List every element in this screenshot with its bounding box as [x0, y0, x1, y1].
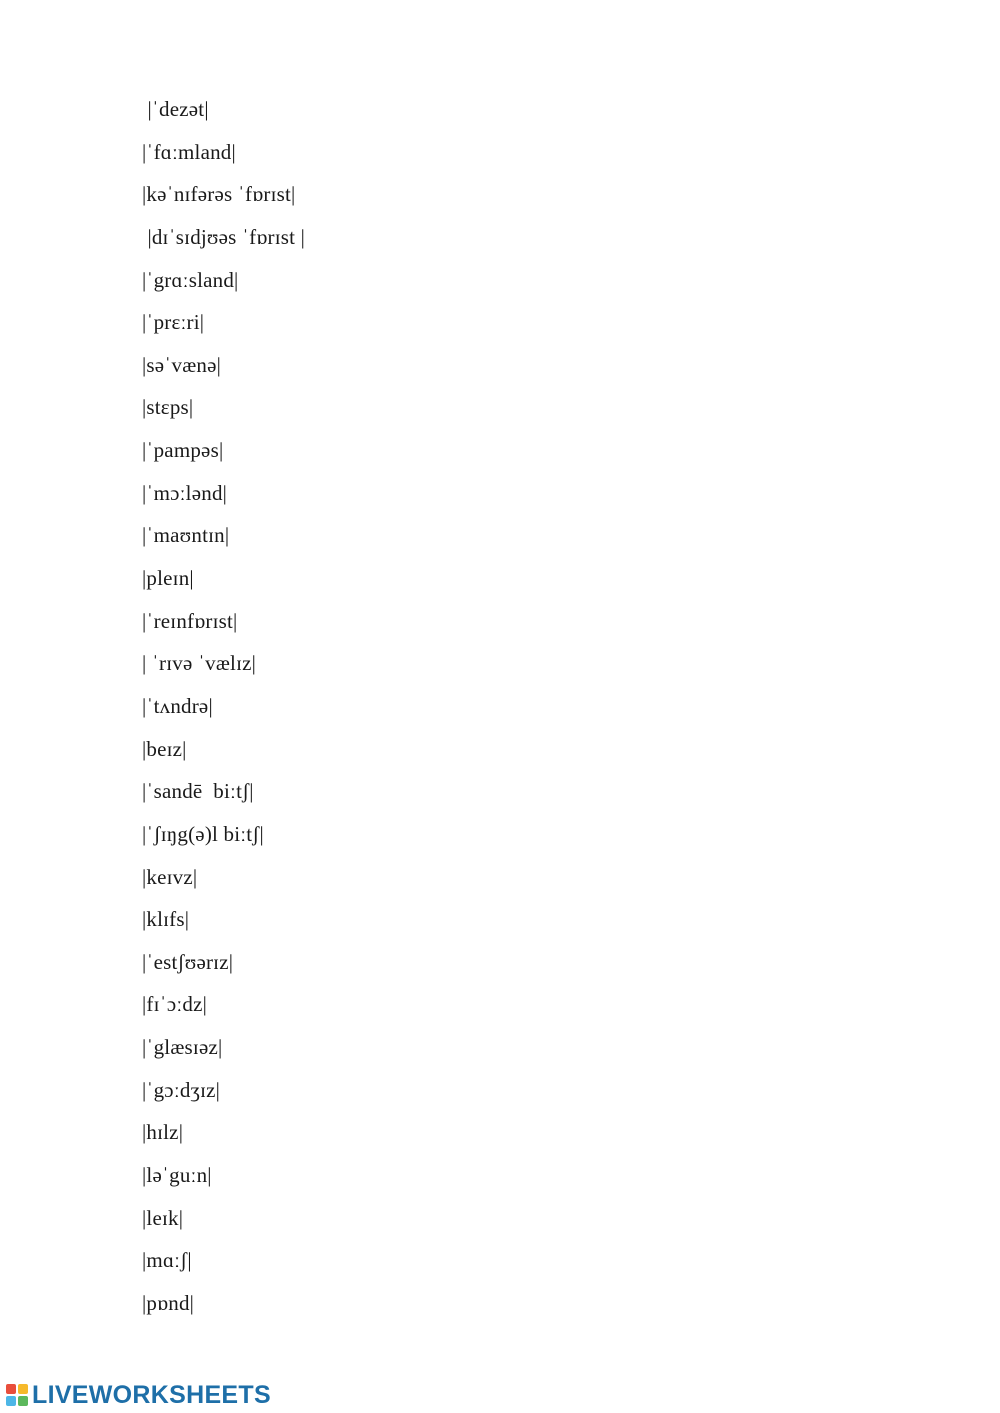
phonetic-word: |ˈestʃʊərɪz| — [142, 949, 234, 974]
phonetic-word: |kəˈnɪfərəs ˈfɒrɪst| — [142, 182, 296, 207]
phonetic-word-list — [142, 92, 305, 1329]
phonetic-word: |ˈgɔːdʒɪz| — [142, 1077, 221, 1102]
phonetic-word: |pleɪn| — [142, 566, 194, 591]
phonetic-word: |səˈvænə| — [142, 352, 222, 377]
phonetic-word: |ˈprɛːri| — [142, 310, 205, 335]
phonetic-word: |ˈpampəs| — [142, 438, 224, 463]
phonetic-word: |mɑːʃ| — [142, 1248, 192, 1273]
phonetic-word: |ˈglæsɪəz| — [142, 1035, 223, 1060]
liveworksheets-logo[interactable] — [6, 1380, 271, 1410]
phonetic-word: |dɪˈsɪdjʊəs ˈfɒrɪst | — [142, 224, 306, 249]
phonetic-word: |ləˈguːn| — [142, 1163, 212, 1188]
phonetic-word: |ˈʃɪŋg(ə)l biːtʃ| — [142, 821, 264, 846]
phonetic-word: |ˈreɪnfɒrɪst| — [142, 608, 238, 633]
phonetic-word: | ˈrɪvə ˈvælɪz| — [142, 651, 257, 676]
phonetic-word: |klɪfs| — [142, 907, 190, 932]
brand-name: LIVEWORKSHEETS — [32, 1380, 271, 1409]
phonetic-word: |ˈsandē biːtʃ| — [142, 779, 254, 804]
phonetic-word: |ˈfɑːmland| — [142, 139, 236, 164]
phonetic-word: |pɒnd| — [142, 1290, 195, 1315]
phonetic-word: |ˈmaʊntɪn| — [142, 523, 230, 548]
liveworksheets-logo-icon — [6, 1384, 28, 1406]
phonetic-word: |leɪk| — [142, 1205, 184, 1230]
phonetic-word: |stɛps| — [142, 395, 194, 420]
phonetic-word: |beɪz| — [142, 736, 187, 761]
phonetic-word: |fɪˈɔːdz| — [142, 992, 208, 1017]
phonetic-word: |hɪlz| — [142, 1120, 184, 1145]
phonetic-word: |ˈmɔːlənd| — [142, 480, 228, 505]
phonetic-word: |ˈdezət| — [142, 97, 209, 121]
phonetic-word: |keɪvz| — [142, 864, 198, 889]
phonetic-word: |ˈgrɑːsland| — [142, 267, 239, 292]
phonetic-word: |ˈtʌndrə| — [142, 693, 213, 718]
